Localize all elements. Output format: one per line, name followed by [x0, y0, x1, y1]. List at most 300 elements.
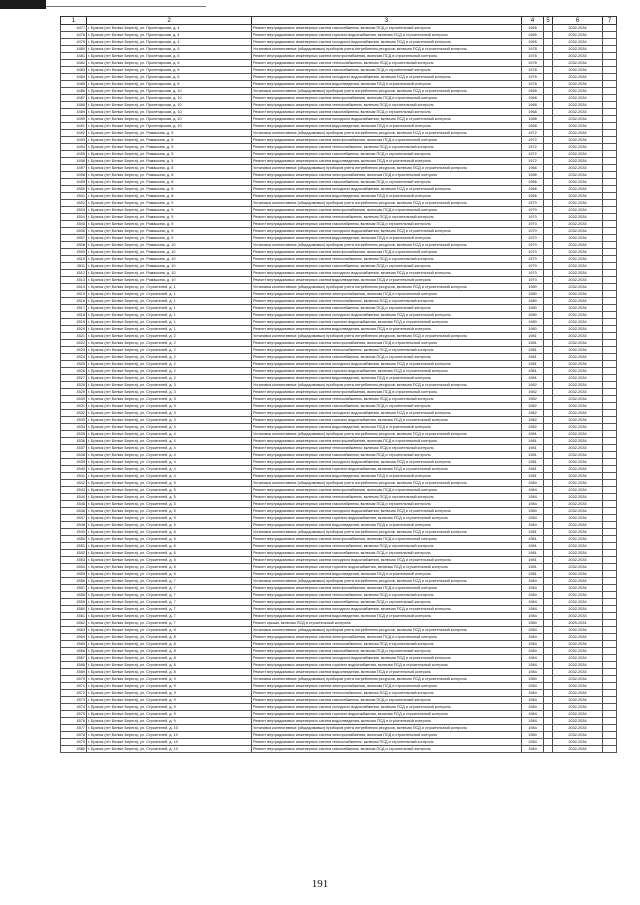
row-col5	[544, 410, 553, 417]
row-year: 1970	[522, 200, 544, 207]
row-address: г. Брянск (пгт Белые Берега), ул. Строителей, д. 6	[87, 529, 252, 536]
row-col7	[603, 508, 617, 515]
row-col7	[603, 431, 617, 438]
row-address: г. Брянск (пгт Белые Берега), ул. Строителей, д. 9	[87, 718, 252, 725]
row-work-type: Ремонт внутридомовых инженерных систем электроснабжения, включая ПСД и строительный контроль	[252, 53, 522, 60]
row-col7	[603, 683, 617, 690]
row-work-type: Ремонт внутридомовых инженерных систем холодного водоснабжения, включая ПСД и строительный контроль	[252, 270, 522, 277]
table-row	[61, 431, 617, 438]
row-col7	[603, 480, 617, 487]
row-period: 2032-2034	[553, 291, 603, 298]
row-col5	[544, 256, 553, 263]
row-year: 1984	[522, 480, 544, 487]
row-number: 4565	[61, 641, 87, 648]
row-work-type: Ремонт внутридомовых инженерных систем холодного водоснабжения, включая ПСД и строительный контроль	[252, 361, 522, 368]
row-col7	[603, 116, 617, 123]
row-number: 4493	[61, 137, 87, 144]
table-row	[61, 81, 617, 88]
table-row	[61, 529, 617, 536]
table-row	[61, 277, 617, 284]
row-year: 1984	[522, 613, 544, 620]
row-period: 2032-2034	[553, 529, 603, 536]
table-row	[61, 389, 617, 396]
table-row	[61, 46, 617, 53]
row-col7	[603, 655, 617, 662]
row-number: 4523	[61, 347, 87, 354]
row-col5	[544, 39, 553, 46]
row-period: 2032-2034	[553, 585, 603, 592]
row-col5	[544, 263, 553, 270]
row-year: 1981	[522, 354, 544, 361]
row-address: г. Брянск (пгт Белые Берега), ул. Строителей, д. 6	[87, 564, 252, 571]
row-number: 4552	[61, 550, 87, 557]
row-work-type: Ремонт внутридомовых инженерных систем холодного водоснабжения, включая ПСД и строительный контроль	[252, 228, 522, 235]
row-col7	[603, 137, 617, 144]
row-year: 1984	[522, 487, 544, 494]
row-work-type: Ремонт внутридомовых инженерных систем водоотведения, включая ПСД и строительный контроль	[252, 669, 522, 676]
row-period: 2032-2034	[553, 67, 603, 74]
row-period: 2032-2034	[553, 403, 603, 410]
row-year: 1984	[522, 662, 544, 669]
row-col5	[544, 25, 553, 32]
row-year: 1980	[522, 284, 544, 291]
row-address: г. Брянск (пгт Белые Берега), ул. Ромашина, д. 9	[87, 207, 252, 214]
table-row	[61, 704, 617, 711]
row-col7	[603, 291, 617, 298]
row-address: г. Брянск (пгт Белые Берега), ул. Пролетарская, д. 6	[87, 67, 252, 74]
row-number: 4557	[61, 585, 87, 592]
row-col7	[603, 550, 617, 557]
row-year: 1972	[522, 130, 544, 137]
row-year: 1984	[522, 515, 544, 522]
row-col5	[544, 480, 553, 487]
row-address: г. Брянск (пгт Белые Берега), ул. Строителей, д. 5	[87, 494, 252, 501]
table-row	[61, 606, 617, 613]
table-row	[61, 599, 617, 606]
row-col7	[603, 53, 617, 60]
table-row	[61, 326, 617, 333]
row-col7	[603, 627, 617, 634]
row-number: 4544	[61, 494, 87, 501]
row-address: г. Брянск (пгт Белые Берега), ул. Строителей, д. 1	[87, 305, 252, 312]
row-col5	[544, 333, 553, 340]
row-col7	[603, 445, 617, 452]
row-work-type: Ремонт внутридомовых инженерных систем газоснабжения, включая ПСД и строительный контроль	[252, 305, 522, 312]
row-col7	[603, 144, 617, 151]
row-year: 1981	[522, 466, 544, 473]
row-col5	[544, 312, 553, 319]
row-year: 1981	[522, 361, 544, 368]
row-year: 1980	[522, 305, 544, 312]
row-period: 2032-2034	[553, 557, 603, 564]
row-period: 2029-2031	[553, 620, 603, 627]
row-year: 1966	[522, 193, 544, 200]
row-col5	[544, 690, 553, 697]
row-address: г. Брянск (пгт Белые Берега), ул. Пролетарская, д. 10	[87, 95, 252, 102]
row-col5	[544, 396, 553, 403]
row-work-type: Ремонт внутридомовых инженерных систем теплоснабжения, включая ПСД и строительный контроль	[252, 739, 522, 746]
row-address: г. Брянск (пгт Белые Берега), ул. Пролетарская, д. 4	[87, 25, 252, 32]
row-number: 4547	[61, 515, 87, 522]
row-col5	[544, 235, 553, 242]
row-col5	[544, 165, 553, 172]
row-address: г. Брянск (пгт Белые Берега), ул. Пролетарская, д. 10	[87, 123, 252, 130]
table-row	[61, 564, 617, 571]
row-number: 4563	[61, 627, 87, 634]
table-row	[61, 32, 617, 39]
row-year: 1984	[522, 585, 544, 592]
row-number: 4564	[61, 634, 87, 641]
row-col5	[544, 389, 553, 396]
table-row	[61, 648, 617, 655]
row-col5	[544, 683, 553, 690]
table-row	[61, 508, 617, 515]
row-year: 1984	[522, 508, 544, 515]
table-row	[61, 186, 617, 193]
row-col7	[603, 88, 617, 95]
row-address: г. Брянск (пгт Белые Берега), ул. Строителей, д. 7	[87, 592, 252, 599]
row-period: 2032-2034	[553, 305, 603, 312]
table-row	[61, 354, 617, 361]
row-year: 1984	[522, 732, 544, 739]
row-address: г. Брянск (пгт Белые Берега), ул. Пролетарская, д. 6	[87, 60, 252, 67]
scan-corner-mark	[0, 0, 46, 9]
table-row	[61, 445, 617, 452]
row-year: 1978	[522, 60, 544, 67]
row-col5	[544, 473, 553, 480]
row-number: 4487	[61, 95, 87, 102]
row-col5	[544, 445, 553, 452]
row-period: 2032-2034	[553, 361, 603, 368]
row-period: 2032-2034	[553, 550, 603, 557]
row-col7	[603, 662, 617, 669]
row-number: 4569	[61, 669, 87, 676]
row-period: 2032-2034	[553, 277, 603, 284]
row-work-type: Установка коллективных (общедомовых) приборов учета потребления ресурсов, включая ПСД и строительный контроль	[252, 725, 522, 732]
row-year: 1970	[522, 249, 544, 256]
row-col5	[544, 515, 553, 522]
row-col5	[544, 655, 553, 662]
row-address: г. Брянск (пгт Белые Берега), ул. Ромашина, д. 9	[87, 214, 252, 221]
row-col5	[544, 522, 553, 529]
row-address: г. Брянск (пгт Белые Берега), ул. Ромашина, д. 8	[87, 172, 252, 179]
row-number: 4571	[61, 683, 87, 690]
row-period: 2032-2034	[553, 319, 603, 326]
row-year: 1981	[522, 438, 544, 445]
row-col5	[544, 375, 553, 382]
table-row	[61, 39, 617, 46]
row-year: 1978	[522, 67, 544, 74]
row-col7	[603, 277, 617, 284]
row-period: 2032-2034	[553, 543, 603, 550]
row-col5	[544, 130, 553, 137]
row-address: г. Брянск (пгт Белые Берега), ул. Строителей, д. 5	[87, 522, 252, 529]
row-work-type: Ремонт внутридомовых инженерных систем электроснабжения, включая ПСД и строительный контроль	[252, 389, 522, 396]
row-address: г. Брянск (пгт Белые Берега), ул. Строителей, д. 9	[87, 683, 252, 690]
row-address: г. Брянск (пгт Белые Берега), ул. Строителей, д. 7	[87, 578, 252, 585]
row-address: г. Брянск (пгт Белые Берега), ул. Строителей, д. 1	[87, 326, 252, 333]
row-col7	[603, 613, 617, 620]
row-work-type: Ремонт внутридомовых инженерных систем водоотведения, включая ПСД и строительный контроль	[252, 326, 522, 333]
row-period: 2032-2034	[553, 242, 603, 249]
table-row	[61, 25, 617, 32]
row-year: 1981	[522, 333, 544, 340]
row-col5	[544, 424, 553, 431]
row-address: г. Брянск (пгт Белые Берега), ул. Строителей, д. 2	[87, 354, 252, 361]
table-row	[61, 501, 617, 508]
row-number: 4561	[61, 613, 87, 620]
row-work-type: Установка коллективных (общедомовых) приборов учета потребления ресурсов, включая ПСД и строительный контроль	[252, 627, 522, 634]
table-row	[61, 291, 617, 298]
capital-repair-table	[60, 16, 617, 753]
row-work-type: Ремонт внутридомовых инженерных систем газоснабжения, включая ПСД и строительный контроль	[252, 67, 522, 74]
row-number: 4562	[61, 620, 87, 627]
row-col5	[544, 382, 553, 389]
row-col7	[603, 641, 617, 648]
row-work-type: Ремонт внутридомовых инженерных систем газоснабжения, включая ПСД и строительный контроль	[252, 697, 522, 704]
row-number: 4522	[61, 340, 87, 347]
row-period: 2032-2034	[553, 214, 603, 221]
table-row	[61, 655, 617, 662]
row-col5	[544, 641, 553, 648]
row-work-type: Ремонт внутридомовых инженерных систем горячего водоснабжения, включая ПСД и строительный контроль	[252, 32, 522, 39]
table-row	[61, 585, 617, 592]
table-row	[61, 452, 617, 459]
row-work-type: Ремонт внутридомовых инженерных систем водоотведения, включая ПСД и строительный контроль	[252, 718, 522, 725]
row-period: 2032-2034	[553, 389, 603, 396]
row-work-type: Ремонт внутридомовых инженерных систем газоснабжения, включая ПСД и строительный контроль	[252, 746, 522, 753]
row-col5	[544, 536, 553, 543]
row-year: 1970	[522, 235, 544, 242]
row-number: 4580	[61, 746, 87, 753]
row-period: 2032-2034	[553, 732, 603, 739]
row-address: г. Брянск (пгт Белые Берега), ул. Строителей, д. 6	[87, 557, 252, 564]
row-year: 1984	[522, 725, 544, 732]
row-year: 1984	[522, 683, 544, 690]
row-period: 2032-2034	[553, 508, 603, 515]
row-address: г. Брянск (пгт Белые Берега), ул. Строителей, д. 4	[87, 459, 252, 466]
row-year: 1982	[522, 396, 544, 403]
row-col7	[603, 389, 617, 396]
row-year: 1980	[522, 326, 544, 333]
row-address: г. Брянск (пгт Белые Берега), ул. Строителей, д. 9	[87, 690, 252, 697]
row-work-type: Ремонт внутридомовых инженерных систем горячего водоснабжения, включая ПСД и строительный контроль	[252, 711, 522, 718]
row-address: г. Брянск (пгт Белые Берега), ул. Строителей, д. 9	[87, 711, 252, 718]
row-work-type: Ремонт внутридомовых инженерных систем теплоснабжения, включая ПСД и строительный контроль	[252, 543, 522, 550]
row-number: 4509	[61, 249, 87, 256]
row-year: 1968	[522, 88, 544, 95]
row-number: 4567	[61, 655, 87, 662]
row-col7	[603, 263, 617, 270]
row-address: г. Брянск (пгт Белые Берега), ул. Строителей, д. 2	[87, 347, 252, 354]
row-period: 2032-2034	[553, 165, 603, 172]
row-col7	[603, 123, 617, 130]
row-year: 1981	[522, 347, 544, 354]
row-col5	[544, 417, 553, 424]
row-period: 2032-2034	[553, 466, 603, 473]
row-col7	[603, 501, 617, 508]
row-col7	[603, 340, 617, 347]
row-year: 1982	[522, 403, 544, 410]
row-col5	[544, 270, 553, 277]
row-number: 4524	[61, 354, 87, 361]
scan-edge-line	[46, 6, 206, 7]
table-row	[61, 487, 617, 494]
row-address: г. Брянск (пгт Белые Берега), ул. Строителей, д. 4	[87, 445, 252, 452]
row-col7	[603, 375, 617, 382]
row-year: 1982	[522, 382, 544, 389]
row-year: 1981	[522, 529, 544, 536]
row-number: 4556	[61, 578, 87, 585]
row-number: 4546	[61, 508, 87, 515]
row-col5	[544, 200, 553, 207]
row-col7	[603, 592, 617, 599]
row-col5	[544, 739, 553, 746]
row-address: г. Брянск (пгт Белые Берега), ул. Строителей, д. 8	[87, 648, 252, 655]
row-work-type: Установка коллективных (общедомовых) приборов учета потребления ресурсов, включая ПСД и строительный контроль	[252, 382, 522, 389]
row-number: 4554	[61, 564, 87, 571]
row-period: 2032-2034	[553, 676, 603, 683]
row-col5	[544, 564, 553, 571]
table-row	[61, 438, 617, 445]
table-row	[61, 725, 617, 732]
row-period: 2032-2034	[553, 480, 603, 487]
row-period: 2032-2034	[553, 445, 603, 452]
row-year: 1970	[522, 277, 544, 284]
row-col5	[544, 403, 553, 410]
row-address: г. Брянск (пгт Белые Берега), ул. Ромашина, д. 10	[87, 242, 252, 249]
row-work-type: Ремонт внутридомовых инженерных систем газоснабжения, включая ПСД и строительный контроль	[252, 179, 522, 186]
row-col7	[603, 585, 617, 592]
row-year: 1965	[522, 39, 544, 46]
row-year: 1984	[522, 704, 544, 711]
row-address: г. Брянск (пгт Белые Берега), ул. Ромашина, д. 5	[87, 158, 252, 165]
row-address: г. Брянск (пгт Белые Берега), ул. Ромашина, д. 10	[87, 249, 252, 256]
row-work-type: Ремонт внутридомовых инженерных систем водоотведения, включая ПСД и строительный контроль	[252, 473, 522, 480]
row-col7	[603, 676, 617, 683]
row-address: г. Брянск (пгт Белые Берега), ул. Ромашина, д. 9	[87, 228, 252, 235]
row-year: 1984	[522, 620, 544, 627]
row-work-type: Установка коллективных (общедомовых) приборов учета потребления ресурсов, включая ПСД и строительный контроль	[252, 333, 522, 340]
row-col7	[603, 67, 617, 74]
row-work-type: Ремонт крыши, включая ПСД и строительный контроль	[252, 620, 522, 627]
row-year: 1984	[522, 697, 544, 704]
table-row	[61, 613, 617, 620]
row-work-type: Ремонт внутридомовых инженерных систем теплоснабжения, включая ПСД и строительный контроль	[252, 445, 522, 452]
row-work-type: Ремонт внутридомовых инженерных систем газоснабжения, включая ПСД и строительный контроль	[252, 403, 522, 410]
row-year: 1984	[522, 634, 544, 641]
row-period: 2032-2034	[553, 158, 603, 165]
table-row	[61, 319, 617, 326]
row-year: 1984	[522, 494, 544, 501]
row-year: 1982	[522, 410, 544, 417]
row-period: 2032-2034	[553, 95, 603, 102]
row-col7	[603, 697, 617, 704]
row-work-type: Ремонт внутридомовых инженерных систем газоснабжения, включая ПСД и строительный контроль	[252, 452, 522, 459]
row-col7	[603, 382, 617, 389]
row-col7	[603, 711, 617, 718]
row-period: 2032-2034	[553, 270, 603, 277]
row-number: 4482	[61, 60, 87, 67]
row-work-type: Ремонт внутридомовых инженерных систем горячего водоснабжения, включая ПСД и строительный контроль	[252, 466, 522, 473]
row-period: 2032-2034	[553, 284, 603, 291]
row-address: г. Брянск (пгт Белые Берега), ул. Строителей, д. 7	[87, 613, 252, 620]
row-number: 4553	[61, 557, 87, 564]
row-number: 4531	[61, 403, 87, 410]
row-number: 4518	[61, 312, 87, 319]
row-period: 2032-2034	[553, 669, 603, 676]
row-number: 4520	[61, 326, 87, 333]
row-year: 1978	[522, 53, 544, 60]
row-number: 4503	[61, 207, 87, 214]
row-number: 4517	[61, 305, 87, 312]
row-number: 4508	[61, 242, 87, 249]
row-col5	[544, 319, 553, 326]
row-address: г. Брянск (пгт Белые Берега), ул. Строителей, д. 10	[87, 732, 252, 739]
row-col7	[603, 459, 617, 466]
row-col5	[544, 102, 553, 109]
row-period: 2032-2034	[553, 179, 603, 186]
row-number: 4578	[61, 732, 87, 739]
table-row	[61, 130, 617, 137]
row-work-type: Ремонт внутридомовых инженерных систем водоотведения, включая ПСД и строительный контроль	[252, 277, 522, 284]
row-work-type: Ремонт внутридомовых инженерных систем газоснабжения, включая ПСД и строительный контроль	[252, 25, 522, 32]
table-row	[61, 312, 617, 319]
row-address: г. Брянск (пгт Белые Берега), ул. Строителей, д. 10	[87, 746, 252, 753]
row-work-type: Ремонт внутридомовых инженерных систем водоотведения, включая ПСД и строительный контроль	[252, 424, 522, 431]
row-address: г. Брянск (пгт Белые Берега), ул. Строителей, д. 1	[87, 298, 252, 305]
row-period: 2032-2034	[553, 347, 603, 354]
table-row	[61, 53, 617, 60]
row-col7	[603, 578, 617, 585]
row-col7	[603, 270, 617, 277]
row-address: г. Брянск (пгт Белые Берега), ул. Пролетарская, д. 4	[87, 32, 252, 39]
row-col7	[603, 207, 617, 214]
row-period: 2032-2034	[553, 431, 603, 438]
row-col7	[603, 543, 617, 550]
col-address-header: 2	[87, 17, 252, 25]
table-row	[61, 578, 617, 585]
row-address: г. Брянск (пгт Белые Берега), ул. Строителей, д. 6	[87, 571, 252, 578]
table-row	[61, 718, 617, 725]
row-address: г. Брянск (пгт Белые Берега), ул. Строителей, д. 5	[87, 487, 252, 494]
row-col5	[544, 746, 553, 753]
table-row	[61, 284, 617, 291]
row-col5	[544, 221, 553, 228]
row-period: 2032-2034	[553, 515, 603, 522]
row-col5	[544, 697, 553, 704]
table-row	[61, 60, 617, 67]
table-row	[61, 410, 617, 417]
row-number: 4536	[61, 438, 87, 445]
row-address: г. Брянск (пгт Белые Берега), ул. Строителей, д. 4	[87, 438, 252, 445]
row-col5	[544, 599, 553, 606]
row-col5	[544, 585, 553, 592]
row-period: 2032-2034	[553, 739, 603, 746]
row-address: г. Брянск (пгт Белые Берега), ул. Строителей, д. 2	[87, 340, 252, 347]
row-address: г. Брянск (пгт Белые Берега), ул. Строителей, д. 3	[87, 410, 252, 417]
row-number: 4481	[61, 53, 87, 60]
row-col5	[544, 529, 553, 536]
row-year: 1981	[522, 431, 544, 438]
row-period: 2032-2034	[553, 298, 603, 305]
row-col5	[544, 95, 553, 102]
row-year: 1981	[522, 368, 544, 375]
table-body	[61, 25, 617, 753]
row-col5	[544, 46, 553, 53]
row-work-type: Ремонт внутридомовых инженерных систем холодного водоснабжения, включая ПСД и строительный контроль	[252, 606, 522, 613]
row-col7	[603, 165, 617, 172]
